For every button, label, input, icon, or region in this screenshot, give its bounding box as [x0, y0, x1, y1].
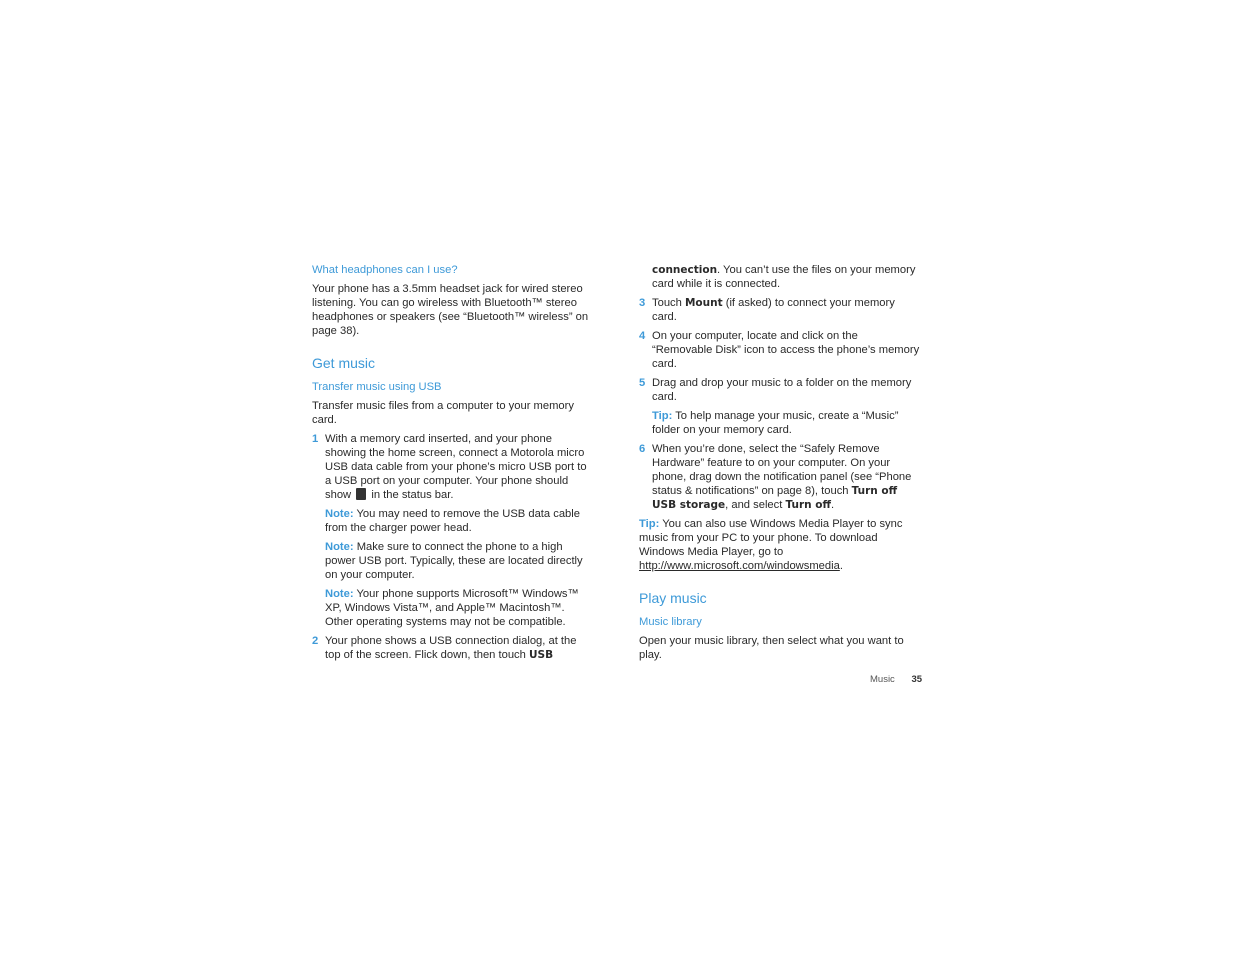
page-footer — [870, 673, 922, 687]
step-text: On your computer, locate and click on the “Removable Disk” icon to access the phone’s memory card. — [652, 330, 920, 370]
note-label: Note: — [325, 541, 354, 553]
turn-off-usb-storage-label: Turn off USB storage — [652, 485, 898, 511]
step-4 — [639, 329, 921, 371]
transfer-usb-heading: Transfer music using USB — [312, 381, 442, 393]
music-library-heading: Music library — [639, 616, 702, 628]
step-number: 4 — [639, 330, 646, 342]
note-label: Note: — [325, 508, 354, 520]
usb-label: USB — [528, 649, 554, 661]
left-column — [312, 263, 594, 667]
step-number: 1 — [312, 433, 319, 445]
step-number: 5 — [639, 377, 646, 389]
get-music-heading: Get music — [312, 355, 376, 371]
tip-1 — [652, 409, 921, 437]
step-5 — [639, 376, 921, 404]
turn-off-label: Turn off — [785, 499, 831, 511]
step-2 — [312, 634, 594, 662]
note-text: Your phone supports Microsoft™ Windows™ XP, Windows Vista™, and Apple™ Macintosh™. Other operating systems may not be compatible. — [325, 588, 579, 628]
tip-text: You can also use Windows Media Player to sync music from your PC to your phone. To download Windows Media Player, go to — [639, 518, 903, 558]
note-3 — [325, 587, 594, 629]
windows-media-link[interactable]: http://www.microsoft.com/windowsmedia — [639, 560, 840, 572]
note-text: You may need to remove the USB data cable from the charger power head. — [325, 508, 580, 534]
note-label: Note: — [325, 588, 354, 600]
step-2-continued — [639, 263, 921, 291]
note-1 — [325, 507, 594, 535]
step-text: , and select — [725, 499, 783, 511]
step-text: . You can’t use the files on your memory card while it is connected. — [652, 264, 916, 290]
step-text: (if asked) to connect your memory card. — [652, 297, 895, 323]
step-number: 6 — [639, 443, 646, 455]
tip-label: Tip: — [639, 518, 660, 530]
step-text: Touch — [652, 297, 682, 309]
tip-label: Tip: — [652, 410, 673, 422]
step-text: When you’re done, select the “Safely Remove Hardware” feature to on your computer. On your phone, drag down the notification panel (see “Phone status & notifications” on page 8), touch — [652, 443, 912, 497]
step-number: 3 — [639, 297, 646, 309]
step-text: . — [830, 499, 835, 511]
page-number: 35 — [911, 674, 923, 685]
step-text: Drag and drop your music to a folder on the memory card. — [652, 377, 912, 403]
usb-status-icon — [356, 488, 366, 500]
step-3 — [639, 296, 921, 324]
step-text: Your phone shows a USB connection dialog, at the top of the screen. Flick down, then touch — [325, 635, 577, 661]
tip-2 — [639, 517, 921, 573]
step-1 — [312, 432, 594, 502]
step-text: in the status bar. — [371, 489, 454, 501]
connection-label: connection — [652, 264, 718, 276]
headphones-question-heading: What headphones can I use? — [312, 264, 458, 276]
step-number: 2 — [312, 635, 319, 647]
tip-text: To help manage your music, create a “Music” folder on your memory card. — [652, 410, 899, 436]
headphones-answer: Your phone has a 3.5mm headset jack for wired stereo listening. You can go wireless with Bluetooth™ stereo headphones or speakers (see “Bluetooth™ wireless” on page 38). — [312, 283, 589, 337]
note-2 — [325, 540, 594, 582]
mount-label: Mount — [684, 297, 723, 309]
play-music-heading: Play music — [639, 590, 707, 606]
tip-text: . — [839, 560, 843, 572]
transfer-intro: Transfer music files from a computer to your memory card. — [312, 400, 574, 426]
step-text: With a memory card inserted, and your phone showing the home screen, connect a Motorola micro USB data cable from your phone’s micro USB port to a USB port on your computer. Your phone should show — [325, 433, 587, 501]
music-library-text: Open your music library, then select what you want to play. — [639, 635, 904, 661]
right-column — [639, 263, 921, 667]
note-text: Make sure to connect the phone to a high power USB port. Typically, these are located directly on your computer. — [325, 541, 583, 581]
step-6 — [639, 442, 921, 512]
footer-section: Music — [870, 674, 895, 685]
